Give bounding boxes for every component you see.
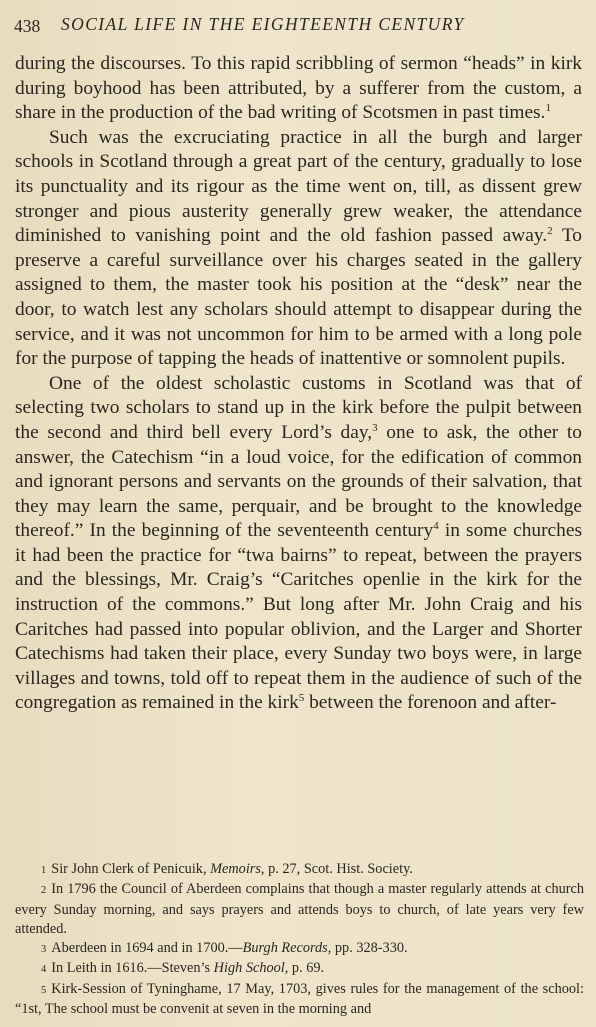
footnote-text: Aberdeen in 1694 and in 1700.— <box>51 940 243 957</box>
paragraph-3 <box>15 372 582 716</box>
footnote-number: 1 <box>41 865 47 876</box>
paragraph-1 <box>15 52 582 126</box>
footnote-title: Memoirs <box>210 861 261 877</box>
footnote-text: In 1796 the Council of Aberdeen complains that though a master regularly attends at church every Sunday morning, and says prayers and attends boys to church, of late years very few attended. <box>15 881 584 937</box>
paragraph-text: between the forenoon and after- <box>304 692 557 714</box>
page-number: 438 <box>14 16 41 36</box>
running-title: SOCIAL LIFE IN THE EIGHTEENTH CENTURY <box>61 14 465 34</box>
footnote-text: , p. 27, Scot. Hist. Society. <box>260 861 413 877</box>
footnote-ref-5: 5 <box>298 692 305 705</box>
paragraph-text: Such was the excruciating practice in all the burgh and larger schools in Scotland through a great part of the century, gradually to lose its punctuality and its rigour as the time went on, till, as dissent grew stronger and pious austerity generally grew weaker, the attendance diminished to vanishing point and the old fashion passed away. <box>15 126 582 247</box>
footnote-ref-4: 4 <box>433 520 439 533</box>
paragraph-text: To preserve a careful surveillance over his charges seated in the gallery assigned to them, the master took his position at the “desk” near the door, to watch lest any scholars should attempt to disappear during the service, and it was not uncommon for him to be armed with a long pole for the purpose of tapping the heads of inattentive or somnolent pupils. <box>15 225 582 370</box>
page-header <box>14 12 584 40</box>
footnote-text: Sir John Clerk of Penicuik, <box>51 861 211 877</box>
footnote <box>15 980 584 1020</box>
footnote <box>15 880 584 939</box>
footnote-title: High School <box>213 960 285 977</box>
footnote-title: Burgh Records <box>242 940 328 957</box>
paragraph-text: in some churches it had been the practice for “twa bairns” to repeat, between the prayers and the blessings, Mr. Craig’s “Caritches openlie in the kirk for the instruction of the commons.” But long after Mr. John Craig and his Caritches had passed into popular oblivion, and the Larger and Shorter Catechisms had taken their place, every Sunday two boys were, in large villages and towns, told off to repeat them in the audience of such of the congregation as remained in the kirk <box>15 520 583 714</box>
paragraph-text: during the discourses. To this rapid scribbling of sermon “heads” in kirk during boyhood has been attributed, by a sufferer from the custom, a share in the production of the bad writing of Scotsmen in past times. <box>15 53 582 124</box>
footnote-text: , p. 69. <box>284 960 325 977</box>
paragraph-2 <box>15 126 582 372</box>
footnote-number: 3 <box>41 944 47 956</box>
footnote-ref-1: 1 <box>545 102 551 115</box>
footnote-number: 2 <box>41 885 47 897</box>
footnotes <box>15 860 584 1019</box>
footnote-text: Kirk-Session of Tyninghame, 17 May, 1703, gives rules for the management of the school: “1st, The school must be convenit at seven in the morning and <box>15 980 584 1018</box>
footnote <box>15 959 584 979</box>
footnote-ref-2: 2 <box>547 225 553 238</box>
footnote-number: 4 <box>41 964 47 976</box>
paragraph-text: one to ask, the other to answer, the Catechism “in a loud voice, for the edification of common and ignorant persons and servants on the grounds of their salvation, that they may learn the same, perquair, and be brought to the knowledge thereof.” In the beginning of the seventeenth century <box>15 421 582 542</box>
body-text <box>15 52 582 716</box>
footnote-text: , pp. 328-330. <box>327 940 408 957</box>
footnote <box>15 939 584 959</box>
footnote <box>15 860 584 880</box>
footnote-text: In Leith in 1616.—Steven’s <box>51 960 214 977</box>
paragraph-text: One of the oldest scholastic customs in Scotland was that of selecting two scholars to stand up in the kirk before the pulpit between the second and third bell every Lord’s day, <box>15 372 582 443</box>
footnote-ref-3: 3 <box>372 421 378 434</box>
footnote-number: 5 <box>41 984 47 996</box>
